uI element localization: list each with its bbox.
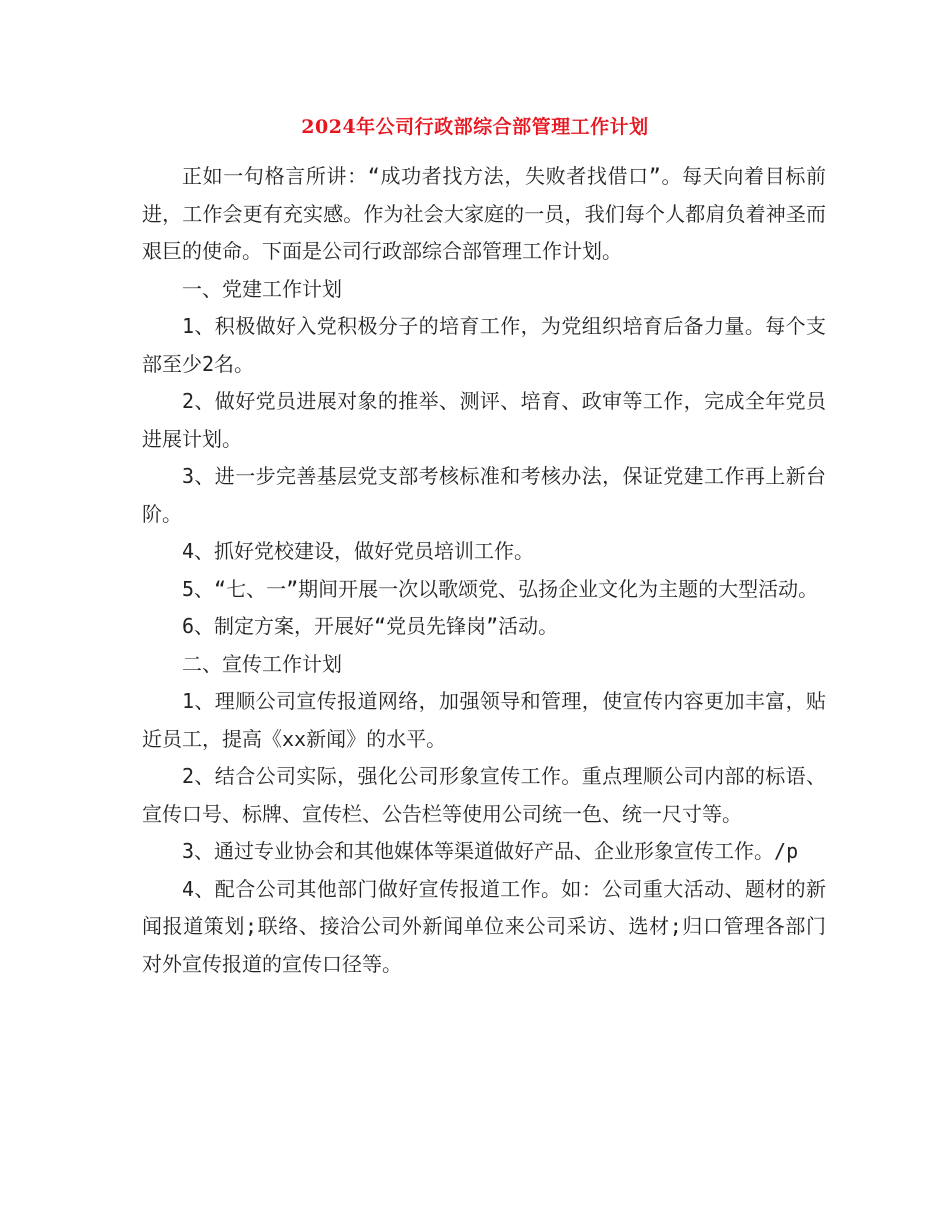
paragraph-publicity-2: 2、结合公司实际，强化公司形象宣传工作。重点理顺公司内部的标语、宣传口号、标牌、宣传栏、公告栏等使用公司统一色、统一尺寸等。 [142, 764, 826, 826]
paragraph-party-1: 1、积极做好入党积极分子的培育工作，为党组织培育后备力量。每个支部至少2名。 [142, 314, 826, 376]
section-heading-party: 一、党建工作计划 [182, 276, 342, 301]
paragraph-publicity-3: 3、通过专业协会和其他媒体等渠道做好产品、企业形象宣传工作。/p [182, 839, 799, 863]
paragraph-party-2: 2、做好党员进展对象的推举、测评、培育、政审等工作，完成全年党员进展计划。 [142, 389, 826, 451]
paragraph-intro: 正如一句格言所讲：“成功者找方法，失败者找借口”。每天向着目标前进，工作会更有充实感。作为社会大家庭的一员，我们每个人都肩负着神圣而艰巨的使命。下面是公司行政部综合部管理工作计划。 [142, 164, 826, 263]
document-title: 2024年公司行政部综合部管理工作计划 [301, 116, 649, 138]
paragraph-publicity-4: 4、配合公司其他部门做好宣传报道工作。如：公司重大活动、题材的新闻报道策划;联络、接洽公司外新闻单位来公司采访、选材;归口管理各部门对外宣传报道的宣传口径等。 [142, 876, 826, 976]
paragraph-party-5: 5、“七、一”期间开展一次以歌颂党、弘扬企业文化为主题的大型活动。 [182, 576, 819, 601]
paragraph-publicity-1: 1、理顺公司宣传报道网络，加强领导和管理，使宣传内容更加丰富，贴近员工，提高《xx新闻》的水平。 [142, 689, 826, 751]
section-heading-publicity: 二、宣传工作计划 [182, 651, 342, 676]
document-body [142, 158, 826, 983]
paragraph-party-6: 6、制定方案，开展好“党员先锋岗”活动。 [182, 614, 559, 638]
paragraph-party-4: 4、抓好党校建设，做好党员培训工作。 [182, 539, 535, 563]
paragraph-party-3: 3、进一步完善基层党支部考核标准和考核办法，保证党建工作再上新台阶。 [142, 464, 826, 526]
